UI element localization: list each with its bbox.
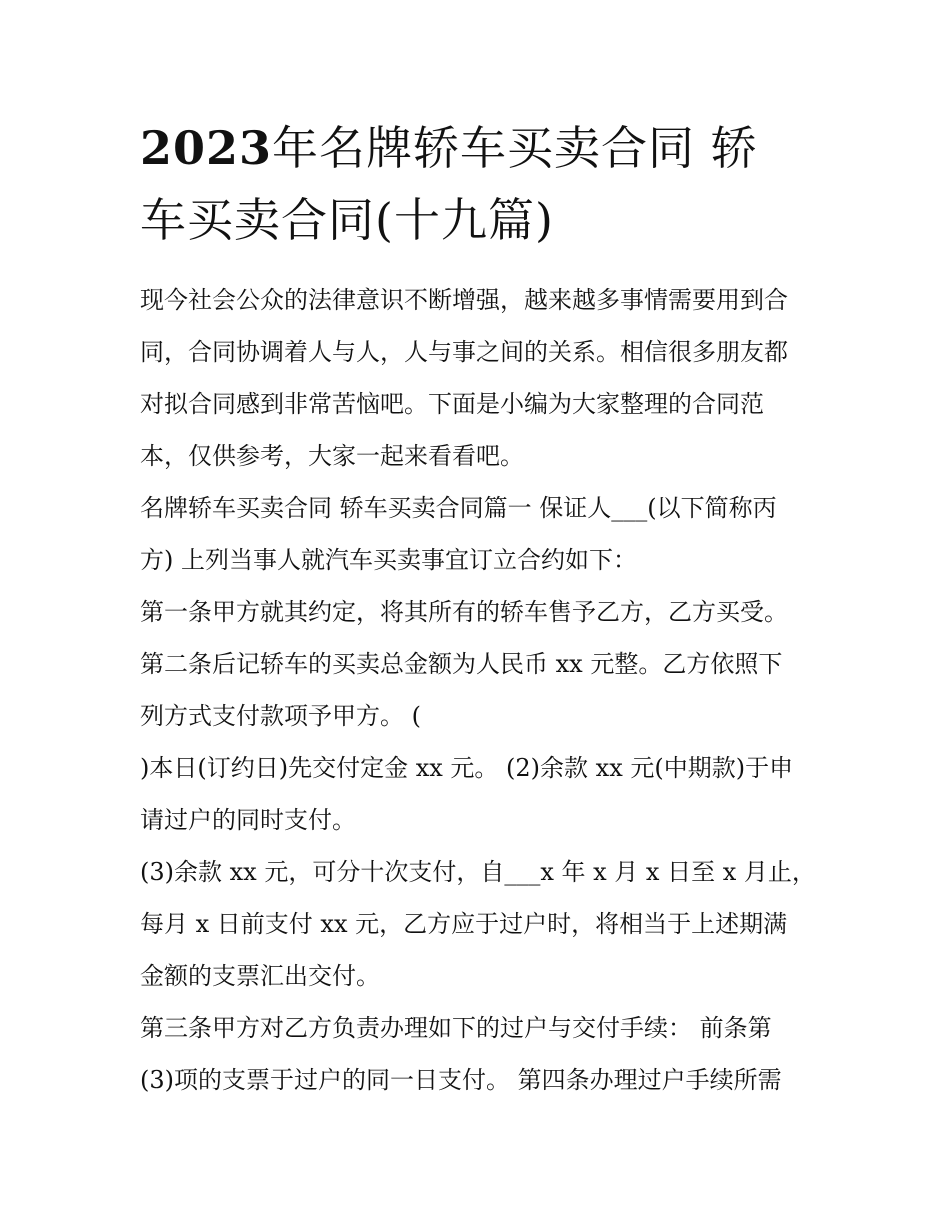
text-line: 同，合同协调着人与人，人与事之间的关系。相信很多朋友都 xyxy=(140,338,788,366)
paragraph-article-2 xyxy=(140,638,820,846)
text-line: 方) 上列当事人就汽车买卖事宜订立合约如下： xyxy=(140,546,637,574)
document-title xyxy=(140,112,820,256)
text-line: (3)项的支票于过户的同一日支付。 第四条办理过户手续所需 xyxy=(140,1066,782,1094)
title-text: 车买卖合同(十九篇) xyxy=(140,193,554,247)
text-line: 列方式支付款项予甲方。 ( xyxy=(140,702,421,730)
text-line: 本，仅供参考，大家一起来看看吧。 xyxy=(140,442,524,470)
document-body xyxy=(140,274,820,1106)
text-line: 对拟合同感到非常苦恼吧。下面是小编为大家整理的合同范 xyxy=(140,390,764,418)
paragraph-payment-3 xyxy=(140,846,820,1002)
text-line: 金额的支票汇出交付。 xyxy=(140,962,380,990)
title-text: 年名牌轿车买卖合同 轿 xyxy=(272,121,758,175)
text-line: )本日(订约日)先交付定金 xx 元。 (2)余款 xx 元(中期款)于申 xyxy=(140,754,794,782)
paragraph-intro xyxy=(140,274,820,482)
text-line: 名牌轿车买卖合同 轿车买卖合同篇一 保证人___(以下简称丙 xyxy=(140,494,777,522)
text-line: 第二条后记轿车的买卖总金额为人民币 xx 元整。乙方依照下 xyxy=(140,650,783,678)
title-year: 2023 xyxy=(140,121,273,175)
title-line xyxy=(140,184,820,256)
document-content xyxy=(140,112,820,1106)
paragraph-article-3 xyxy=(140,1002,820,1106)
paragraph-contract-header xyxy=(140,482,820,586)
text-line: (3)余款 xx 元，可分十次支付，自___x 年 x 月 x 日至 x 月止， xyxy=(140,858,816,886)
text-line: 第三条甲方对乙方负责办理如下的过户与交付手续： 前条第 xyxy=(140,1014,772,1042)
text-line: 现今社会公众的法律意识不断增强，越来越多事情需要用到合 xyxy=(140,286,788,314)
text-line: 第一条甲方就其约定，将其所有的轿车售予乙方，乙方买受。 xyxy=(140,598,788,626)
text-line: 每月 x 日前支付 xx 元，乙方应于过户时，将相当于上述期满 xyxy=(140,910,788,938)
title-line xyxy=(140,112,820,184)
paragraph-article-1 xyxy=(140,586,820,638)
text-line: 请过户的同时支付。 xyxy=(140,806,356,834)
